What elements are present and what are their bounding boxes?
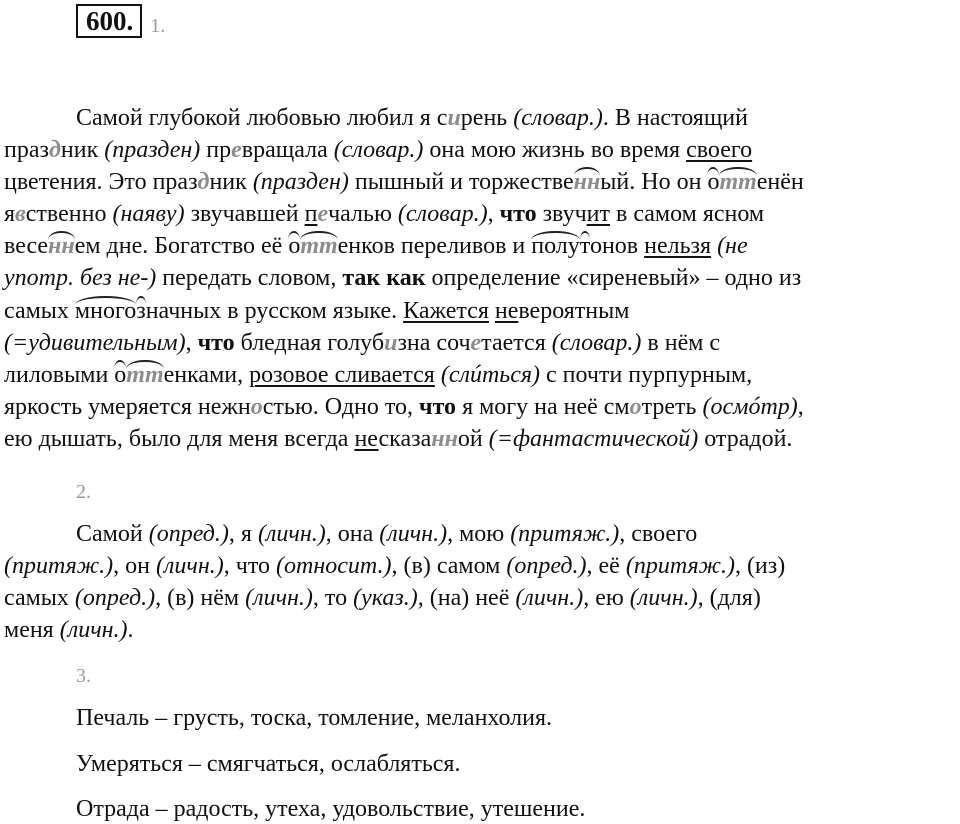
- text-segment: (личн.): [257, 521, 326, 547]
- text-segment: самых: [4, 585, 75, 612]
- text-segment: пышный и торжестве: [348, 169, 574, 196]
- text-segment: нн: [48, 233, 75, 260]
- text-line: [0, 230, 960, 262]
- text-segment: тается: [481, 329, 552, 356]
- text-segment: (=удивительным): [4, 329, 186, 356]
- text-segment: полу: [531, 233, 580, 260]
- text-segment: , (для): [697, 585, 761, 612]
- text-segment: о: [288, 233, 301, 260]
- text-segment: , то: [312, 585, 354, 612]
- text-segment: , что: [223, 553, 276, 580]
- text-segment: много: [74, 297, 137, 324]
- text-segment: нельзя: [644, 233, 712, 260]
- synonym-line-2: Умеряться – смягчаться, ослабляться.: [76, 751, 461, 777]
- text-segment: не: [354, 425, 379, 452]
- text-segment: , ею: [583, 585, 630, 612]
- text-segment: употр. без не-): [4, 265, 157, 292]
- text-segment: цветения. Это праз: [4, 169, 198, 196]
- text-segment: она мою жизнь во время: [423, 137, 687, 164]
- text-segment: (словар.): [513, 105, 603, 131]
- text-segment: онов: [589, 233, 645, 260]
- text-segment: чалью: [328, 201, 398, 228]
- text-segment: (личн.): [629, 585, 698, 612]
- text-segment: своего: [686, 137, 753, 164]
- synonym-line-1: Печаль – грусть, тоска, томление, меланхолия.: [76, 705, 553, 731]
- text-segment: (опред.): [148, 521, 229, 547]
- text-segment: з: [136, 297, 146, 324]
- text-segment: треть: [641, 393, 703, 420]
- text-segment: (осмóтр): [702, 393, 798, 420]
- text-segment: ,: [487, 201, 500, 228]
- text-line: [0, 166, 960, 198]
- text-segment: что: [419, 393, 457, 420]
- text-segment: (наяву): [112, 201, 185, 228]
- text-line: [0, 550, 960, 582]
- text-segment: (личн.): [515, 585, 584, 612]
- text-segment: я могу на неё см: [456, 393, 630, 420]
- text-segment: что: [197, 329, 235, 356]
- text-segment: (слúться): [440, 361, 541, 388]
- text-line: [0, 134, 960, 166]
- text-segment: (словар.): [333, 137, 424, 164]
- text-line: [0, 295, 960, 327]
- text-segment: (не: [717, 233, 748, 260]
- section-2-label: 2.: [76, 481, 91, 503]
- text-segment: о: [629, 393, 642, 420]
- text-segment: (притяж.): [4, 553, 114, 580]
- text-segment: . В настоящий: [602, 105, 748, 131]
- text-segment: енками,: [163, 361, 250, 388]
- text-segment: пр: [200, 137, 232, 164]
- text-segment: , её: [586, 553, 626, 580]
- text-segment: , своего: [619, 521, 698, 547]
- text-segment: (=фантастической): [488, 425, 699, 452]
- text-line: [0, 359, 960, 391]
- text-segment: вероятным: [518, 297, 630, 324]
- text-segment: ем дне. Богатство её: [74, 233, 289, 260]
- text-segment: в: [15, 201, 26, 228]
- text-segment: (опред.): [74, 585, 156, 612]
- text-segment: в самом ясном: [609, 201, 765, 228]
- text-segment: нн: [431, 425, 458, 452]
- text-segment: и: [447, 105, 461, 131]
- text-segment: (притяж.): [510, 521, 620, 547]
- text-segment: .: [127, 617, 134, 644]
- text-segment: (личн.): [379, 521, 448, 547]
- text-segment: , (на) неё: [417, 585, 516, 612]
- text-segment: сказа: [378, 425, 432, 452]
- text-segment: отрадой.: [698, 425, 793, 452]
- text-line: [0, 391, 960, 423]
- text-segment: тт: [300, 233, 338, 260]
- text-segment: е: [231, 137, 242, 164]
- section-3-label: 3.: [76, 665, 91, 687]
- text-segment: Кажется: [403, 297, 489, 324]
- text-line: [0, 102, 960, 134]
- text-segment: (личн.): [59, 617, 128, 644]
- text-segment: праз: [4, 137, 49, 164]
- text-line: [0, 582, 960, 614]
- text-segment: (относит.): [276, 553, 392, 580]
- text-segment: нн: [573, 169, 601, 196]
- text-segment: передать словом,: [156, 265, 343, 292]
- text-line: [0, 518, 960, 550]
- text-segment: стью. Одно то,: [262, 393, 420, 420]
- text-segment: не: [494, 297, 519, 324]
- text-line: [0, 614, 960, 646]
- text-line: [0, 262, 960, 294]
- text-segment: с почти пурпурным,: [540, 361, 753, 388]
- text-segment: яркость умеряется нежн: [4, 393, 251, 420]
- text-segment: тт: [126, 361, 164, 388]
- section-1-label: 1.: [150, 15, 166, 37]
- text-segment: енков переливов и: [337, 233, 532, 260]
- text-segment: ый. Но он: [600, 169, 708, 196]
- text-segment: енён: [756, 169, 804, 196]
- text-segment: ник: [209, 169, 253, 196]
- text-segment: начных в русском языке.: [145, 297, 404, 324]
- text-segment: (опред.): [506, 553, 587, 580]
- text-segment: рень: [460, 105, 514, 131]
- text-segment: так как: [342, 265, 426, 292]
- text-segment: ,: [185, 329, 198, 356]
- text-segment: о: [707, 169, 720, 196]
- text-segment: , она: [325, 521, 380, 547]
- text-segment: Самой: [76, 521, 149, 547]
- text-segment: бледная голуб: [234, 329, 385, 356]
- text-segment: (празден): [104, 137, 201, 164]
- text-segment: , (в) нём: [155, 585, 246, 612]
- text-segment: е: [470, 329, 482, 356]
- text-segment: е: [317, 201, 329, 228]
- text-segment: , (в) самом: [391, 553, 507, 580]
- text-segment: (личн.): [155, 553, 224, 580]
- text-segment: , (из): [734, 553, 786, 580]
- text-segment: меня: [4, 617, 60, 644]
- exercise-number: 600.: [76, 4, 142, 38]
- text-segment: , я: [228, 521, 258, 547]
- text-segment: звучавшей: [184, 201, 305, 228]
- text-segment: лиловыми: [4, 361, 115, 388]
- synonym-line-3: Отрада – радость, утеха, удовольствие, утешение.: [76, 796, 586, 822]
- text-segment: и: [384, 329, 398, 356]
- text-line: [0, 327, 960, 359]
- text-line: [0, 423, 960, 455]
- text-segment: определение «сиреневый» – одно из: [425, 265, 802, 292]
- text-segment: зна соч: [397, 329, 471, 356]
- text-segment: Самой глубокой любовью любил я с: [76, 105, 448, 131]
- text-segment: (словар.): [551, 329, 642, 356]
- text-segment: д: [48, 137, 61, 164]
- analyzed-text: [0, 102, 960, 455]
- exercise-header: [76, 4, 165, 38]
- text-segment: ит: [586, 201, 610, 228]
- text-segment: п: [304, 201, 318, 228]
- text-segment: самых: [4, 297, 75, 324]
- pronoun-analysis: [0, 518, 960, 646]
- text-segment: (празден): [252, 169, 349, 196]
- text-segment: о: [250, 393, 263, 420]
- text-segment: розовое сливается: [249, 361, 435, 388]
- text-segment: т: [579, 233, 590, 260]
- text-segment: (указ.): [353, 585, 418, 612]
- text-segment: (личн.): [245, 585, 313, 612]
- text-segment: , он: [113, 553, 156, 580]
- text-segment: , мою: [447, 521, 511, 547]
- text-segment: что: [499, 201, 537, 228]
- text-segment: о: [114, 361, 127, 388]
- text-segment: ой: [457, 425, 489, 452]
- text-segment: звуч: [536, 201, 587, 228]
- text-segment: я: [4, 201, 16, 228]
- text-segment: ственно: [25, 201, 113, 228]
- text-segment: в нём с: [641, 329, 721, 356]
- text-segment: (словар.): [397, 201, 488, 228]
- text-segment: тт: [719, 169, 757, 196]
- text-segment: ею дышать, было для меня всегда: [4, 425, 355, 452]
- text-line: [0, 198, 960, 230]
- text-segment: ,: [797, 393, 804, 420]
- text-segment: вращала: [241, 137, 334, 164]
- text-segment: д: [197, 169, 210, 196]
- text-segment: ник: [60, 137, 105, 164]
- text-segment: (притяж.): [625, 553, 735, 580]
- text-segment: весе: [4, 233, 49, 260]
